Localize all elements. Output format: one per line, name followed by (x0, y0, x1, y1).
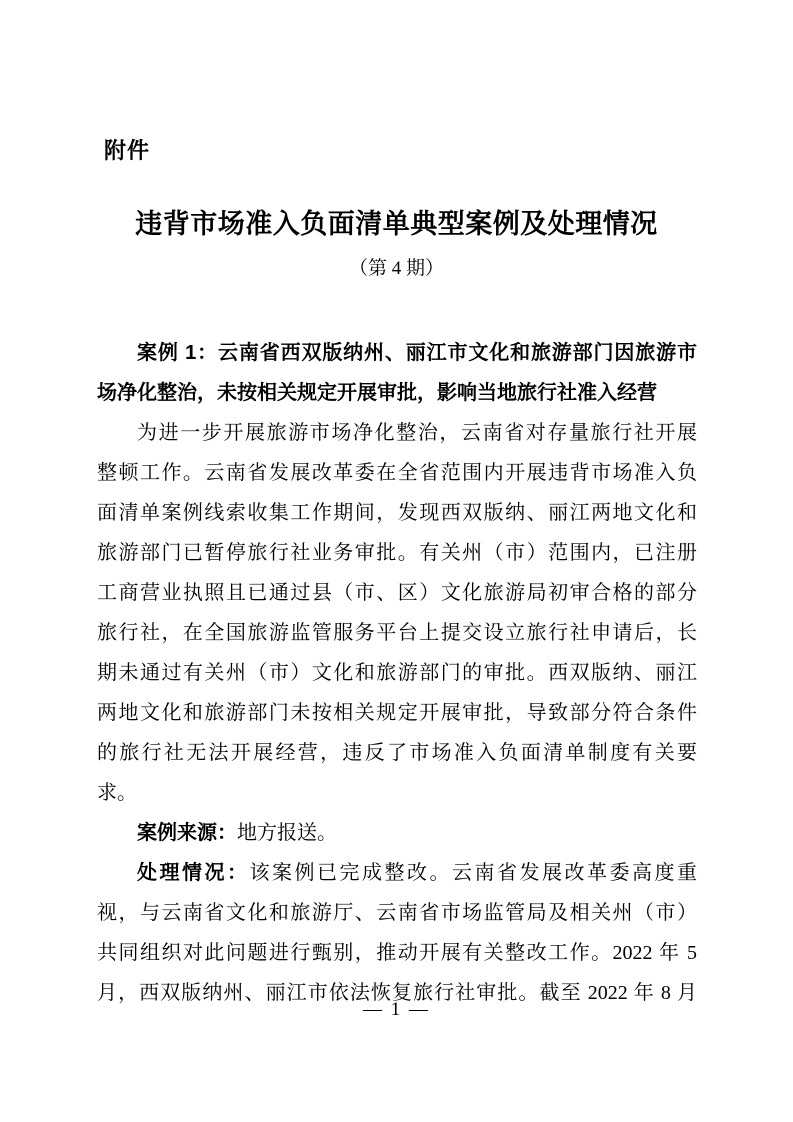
paragraph-line: 工商营业执照且已通过县（市、区）文化旅游局初审合格的部分 (97, 582, 697, 604)
handling-line: 视，与云南省文化和旅游厅、云南省市场监管局及相关州（市） (97, 902, 697, 924)
paragraph-line: 为进一步开展旅游市场净化整治，云南省对存量旅行社开展 (137, 422, 697, 444)
paragraph-line: 旅行社，在全国旅游监管服务平台上提交设立旅行社申请后，长 (97, 622, 697, 644)
paragraph-line: 两地文化和旅游部门未按相关规定开展审批，导致部分符合条件 (97, 702, 697, 724)
handling-line (97, 853, 697, 893)
case-heading-line-1: 案例 1：云南省西双版纳州、丽江市文化和旅游部门因旅游市 (137, 342, 697, 364)
paragraph-line: 的旅行社无法开展经营，违反了市场准入负面清单制度有关要 (97, 742, 697, 764)
page-number: — 1 — (363, 999, 430, 1020)
handling-line: 共同组织对此问题进行甄别，推动开展有关整改工作。2022 年 5 (97, 942, 697, 964)
document-body (97, 333, 697, 1013)
paragraph-line: 期未通过有关州（市）文化和旅游部门的审批。西双版纳、丽江 (97, 662, 697, 684)
case-heading-line-2: 场净化整治，未按相关规定开展审批，影响当地旅行社准入经营 (97, 382, 657, 404)
handling-line: 月，西双版纳州、丽江市依法恢复旅行社审批。截至 2022 年 8 月 (97, 982, 697, 1004)
paragraph-line: 求。 (97, 782, 137, 804)
case-source-line (97, 813, 697, 853)
attachment-label: 附件 (104, 138, 151, 163)
paragraph-line: 面清单案例线索收集工作期间，发现西双版纳、丽江两地文化和 (97, 502, 697, 524)
paragraph-line: 旅游部门已暂停旅行社业务审批。有关州（市）范围内，已注册 (97, 542, 697, 564)
paragraph-line: 整顿工作。云南省发展改革委在全省范围内开展违背市场准入负 (97, 462, 697, 484)
handling-label: 处理情况： (137, 862, 250, 884)
source-text: 地方报送。 (237, 822, 337, 844)
handling-intro: 该案例已完成整改。云南省发展改革委高度重 (249, 862, 697, 884)
document-title: 违背市场准入负面清单典型案例及处理情况 (135, 209, 658, 239)
source-label: 案例来源： (137, 822, 237, 844)
issue-number: （第 4 期） (348, 258, 444, 279)
